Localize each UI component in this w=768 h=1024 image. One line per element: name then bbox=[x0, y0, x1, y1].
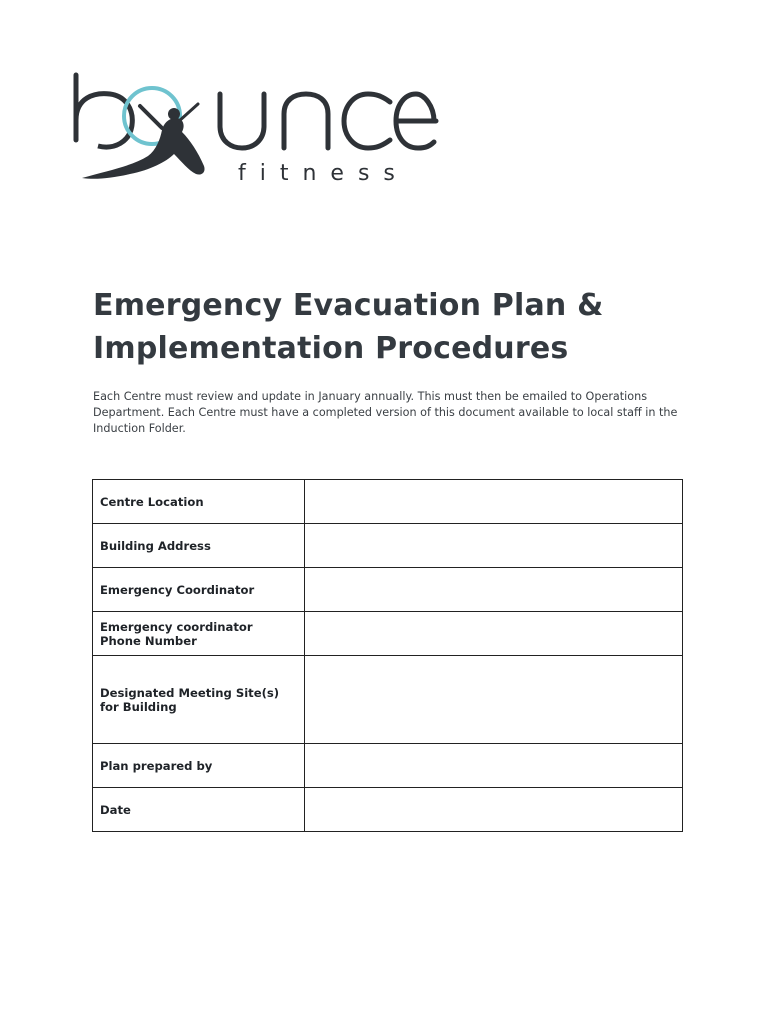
row-label: Emergency Coordinator bbox=[93, 568, 305, 612]
evacuation-details-table bbox=[92, 479, 683, 832]
table-row bbox=[93, 612, 683, 656]
date-field[interactable] bbox=[305, 788, 683, 832]
title-line-1: Emergency Evacuation Plan & bbox=[93, 288, 604, 323]
centre-location-field[interactable] bbox=[305, 480, 683, 524]
table-row bbox=[93, 656, 683, 744]
logo-subword: fitness bbox=[238, 161, 409, 186]
meeting-site-field[interactable] bbox=[305, 656, 683, 744]
emergency-coordinator-field[interactable] bbox=[305, 568, 683, 612]
logo-graphic bbox=[70, 70, 440, 190]
table-row bbox=[93, 744, 683, 788]
row-label: Emergency coordinator Phone Number bbox=[93, 612, 305, 656]
row-label: Designated Meeting Site(s) for Building bbox=[93, 656, 305, 744]
row-label: Building Address bbox=[93, 524, 305, 568]
document-title bbox=[93, 284, 713, 370]
coordinator-phone-field[interactable] bbox=[305, 612, 683, 656]
table-row bbox=[93, 480, 683, 524]
table-row bbox=[93, 568, 683, 612]
row-label: Date bbox=[93, 788, 305, 832]
row-label: Centre Location bbox=[93, 480, 305, 524]
row-label: Plan prepared by bbox=[93, 744, 305, 788]
intro-paragraph: Each Centre must review and update in January annually. This must then be emailed to Operations Department. Each Centre must have a completed version of this document available to local staff in the Induction Folder. bbox=[93, 390, 678, 435]
building-address-field[interactable] bbox=[305, 524, 683, 568]
title-line-2: Implementation Procedures bbox=[93, 331, 569, 366]
bounce-fitness-logo bbox=[70, 70, 440, 190]
table-row bbox=[93, 788, 683, 832]
table-row bbox=[93, 524, 683, 568]
prepared-by-field[interactable] bbox=[305, 744, 683, 788]
